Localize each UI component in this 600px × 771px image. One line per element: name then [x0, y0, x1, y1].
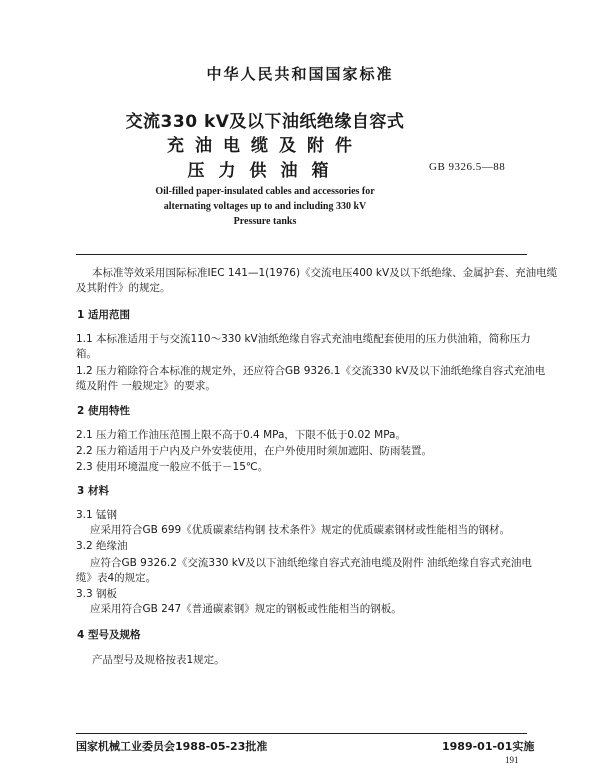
effective-date: 1989-01-01实施 — [442, 740, 535, 753]
intro-line-2: 及其附件》的规定。 — [76, 282, 171, 294]
clause-1-1-line-1: 1.1 本标准适用于与交流110～330 kV油纸绝缘自容式充油电缆配套使用的压力供油箱，简称压力 — [76, 333, 531, 345]
clause-1-2-line-2: 缆及附件 一般规定》的要求。 — [76, 380, 216, 392]
clause-3-3-text: 应采用符合GB 247《普通碳素钢》规定的钢板或性能相当的钢板。 — [90, 603, 402, 615]
top-rule — [76, 254, 527, 255]
clause-3-2-text-line-1: 应符合GB 9326.2《交流330 kV及以下油纸绝缘自容式充油电缆及附件 油纸绝缘自容式充油电 — [90, 557, 532, 569]
english-title-line-1: Oil-filled paper-insulated cables and accessories for — [155, 186, 375, 197]
approval-line: 国家机械工业委员会1988-05-23批准 — [76, 740, 268, 753]
clause-3-2-text-line-2: 缆》表4的规定。 — [76, 572, 157, 584]
section-3-heading: 3 材料 — [77, 485, 109, 497]
standard-number: GB 9326.5—88 — [429, 161, 506, 173]
clause-3-1-heading: 3.1 锰钢 — [76, 509, 118, 521]
clause-1-2-line-1: 1.2 压力箱除符合本标准的规定外，还应符合GB 9326.1《交流330 kV及以下油纸绝缘自容式充油电 — [76, 365, 546, 377]
section-2-heading: 2 使用特性 — [77, 405, 130, 417]
clause-2-3: 2.3 使用环境温度一般应不低于－15℃。 — [76, 461, 269, 473]
clause-3-1-text: 应采用符合GB 699《优质碳素结构钢 技术条件》规定的优质碳素钢材或性能相当的钢材。 — [90, 524, 511, 536]
clause-3-3-heading: 3.3 钢板 — [76, 588, 118, 600]
country-standard-heading: 中华人民共和国国家标准 — [206, 65, 394, 83]
section-4-text: 产品型号及规格按表1规定。 — [92, 654, 225, 666]
section-4-heading: 4 型号及规格 — [77, 629, 141, 641]
clause-2-2: 2.2 压力箱适用于户内及户外安装使用，在户外使用时须加遮阳、防雨装置。 — [76, 445, 433, 457]
bottom-rule — [76, 733, 527, 734]
title-line-3: 压力供油箱 — [187, 161, 343, 181]
clause-2-1: 2.1 压力箱工作油压范围上限不高于0.4 MPa，下限不低于0.02 MPa。 — [76, 429, 406, 441]
title-line-1: 交流330 kV及以下油纸绝缘自容式 — [125, 112, 405, 132]
clause-1-1-line-2: 箱。 — [76, 348, 97, 360]
page-number: 191 — [505, 755, 519, 765]
intro-line-1: 本标准等效采用国际标准IEC 141—1(1976)《交流电压400 kV及以下纸绝缘、金属护套、充油电缆 — [92, 267, 558, 279]
section-1-heading: 1 适用范围 — [77, 309, 130, 321]
title-line-2: 充油电缆及附件 — [167, 136, 363, 156]
english-title-line-2: alternating voltages up to and including 330 kV — [163, 201, 367, 212]
english-title-line-3: Pressure tanks — [233, 216, 297, 227]
clause-3-2-heading: 3.2 绝缘油 — [76, 540, 128, 552]
